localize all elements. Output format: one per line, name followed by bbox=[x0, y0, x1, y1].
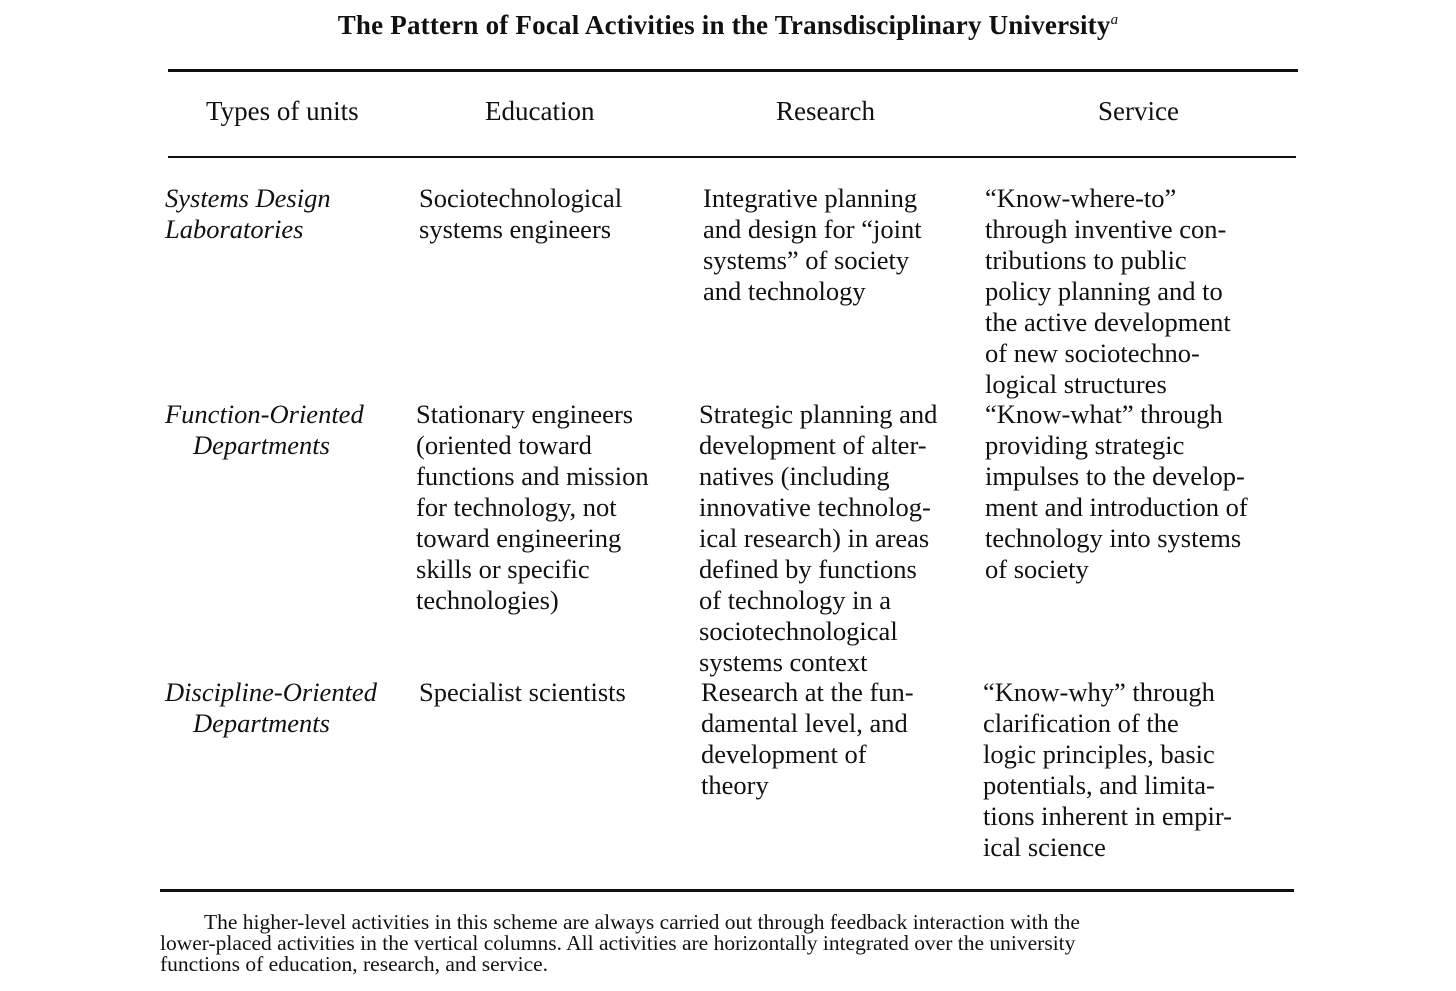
row-1-service-line: policy planning and to bbox=[985, 276, 1223, 306]
row-2-service-line: technology into systems bbox=[985, 523, 1242, 553]
row-2-service-line: ment and introduction of bbox=[985, 492, 1248, 522]
row-1-service-line: the active development bbox=[985, 307, 1231, 337]
header-service: Service bbox=[1098, 96, 1179, 126]
row-3-service-line: tions inherent in empir- bbox=[983, 801, 1232, 831]
row-3-unit bbox=[165, 677, 377, 739]
row-2-research-line: ical research) in areas bbox=[699, 523, 930, 553]
row-2-service-line: providing strategic bbox=[985, 430, 1185, 460]
row-2-research bbox=[699, 399, 937, 678]
row-1-service-line: through inventive con- bbox=[985, 214, 1227, 244]
row-1-research-line: Integrative planning bbox=[703, 183, 918, 213]
row-1-service-line: “Know-where-to” bbox=[985, 183, 1177, 213]
row-2-education-line: technologies) bbox=[416, 585, 559, 615]
row-2-education-line: for technology, not bbox=[416, 492, 617, 522]
header-rule bbox=[168, 156, 1296, 158]
row-2-research-line: natives (including bbox=[699, 461, 890, 491]
footnote-line: functions of education, research, and service. bbox=[160, 952, 549, 976]
header-research: Research bbox=[776, 96, 875, 126]
table-title bbox=[0, 6, 1456, 44]
row-2-education-line: (oriented toward bbox=[416, 430, 592, 460]
row-2-education-line: Stationary engineers bbox=[416, 399, 634, 429]
row-3-service bbox=[983, 677, 1232, 863]
row-2-education bbox=[416, 399, 649, 616]
row-3-unit-line: Discipline-Oriented bbox=[165, 677, 377, 707]
row-1-service-line: logical structures bbox=[985, 369, 1167, 399]
row-1-research-line: systems” of society bbox=[703, 245, 910, 275]
row-2-unit-line: Departments bbox=[193, 430, 330, 460]
row-2-research-line: systems context bbox=[699, 647, 868, 677]
row-2-education-line: skills or specific bbox=[416, 554, 590, 584]
row-3-service-line: ical science bbox=[983, 832, 1106, 862]
bottom-rule bbox=[160, 889, 1294, 892]
row-2-research-line: defined by functions bbox=[699, 554, 917, 584]
row-2-service bbox=[985, 399, 1248, 585]
row-3-education bbox=[419, 677, 626, 708]
row-1-unit bbox=[165, 183, 331, 245]
row-2-unit-line: Function-Oriented bbox=[165, 399, 364, 429]
title-footnote-mark: a bbox=[1110, 12, 1119, 28]
row-1-research-line: and technology bbox=[703, 276, 866, 306]
row-2-research-line: innovative technolog- bbox=[699, 492, 931, 522]
row-1-unit-line: Systems Design bbox=[165, 183, 331, 213]
row-2-education-line: toward engineering bbox=[416, 523, 622, 553]
footnote-line: lower-placed activities in the vertical columns. All activities are horizontally integrated over the university bbox=[160, 931, 1076, 955]
row-3-research-line: Research at the fun- bbox=[701, 677, 914, 707]
table-title-text: The Pattern of Focal Activities in the Transdisciplinary University bbox=[337, 10, 1111, 40]
row-2-research-line: Strategic planning and bbox=[699, 399, 938, 429]
row-2-research-line: of technology in a bbox=[699, 585, 892, 615]
row-1-education bbox=[419, 183, 622, 245]
header-education: Education bbox=[485, 96, 595, 126]
row-2-research-line: development of alter- bbox=[699, 430, 927, 460]
row-2-service-line: impulses to the develop- bbox=[985, 461, 1245, 491]
row-1-service-line: tributions to public bbox=[985, 245, 1187, 275]
row-1-service-line: of new sociotechno- bbox=[985, 338, 1200, 368]
row-3-education-line: Specialist scientists bbox=[419, 677, 626, 707]
table-footnote bbox=[160, 912, 1300, 975]
row-3-research-line: damental level, and bbox=[701, 708, 908, 738]
top-rule bbox=[168, 69, 1298, 72]
row-3-service-line: potentials, and limita- bbox=[983, 770, 1215, 800]
row-3-service-line: logic principles, basic bbox=[983, 739, 1215, 769]
row-2-service-line: “Know-what” through bbox=[985, 399, 1223, 429]
row-2-education-line: functions and mission bbox=[416, 461, 649, 491]
row-1-research-line: and design for “joint bbox=[703, 214, 922, 244]
row-1-unit-line: Laboratories bbox=[165, 214, 304, 244]
footnote-line: The higher-level activities in this scheme are always carried out through feedback interaction with the bbox=[204, 910, 1080, 934]
row-3-service-line: “Know-why” through bbox=[983, 677, 1215, 707]
row-3-research-line: theory bbox=[701, 770, 769, 800]
row-1-research bbox=[703, 183, 922, 307]
row-2-research-line: sociotechnological bbox=[699, 616, 898, 646]
row-3-research-line: development of bbox=[701, 739, 867, 769]
row-1-service bbox=[985, 183, 1231, 400]
row-1-education-line: systems engineers bbox=[419, 214, 612, 244]
row-1-education-line: Sociotechnological bbox=[419, 183, 623, 213]
row-3-research bbox=[701, 677, 914, 801]
row-2-unit bbox=[165, 399, 364, 461]
row-3-service-line: clarification of the bbox=[983, 708, 1179, 738]
row-2-service-line: of society bbox=[985, 554, 1089, 584]
header-types-of-units: Types of units bbox=[206, 96, 359, 126]
row-3-unit-line: Departments bbox=[193, 708, 330, 738]
